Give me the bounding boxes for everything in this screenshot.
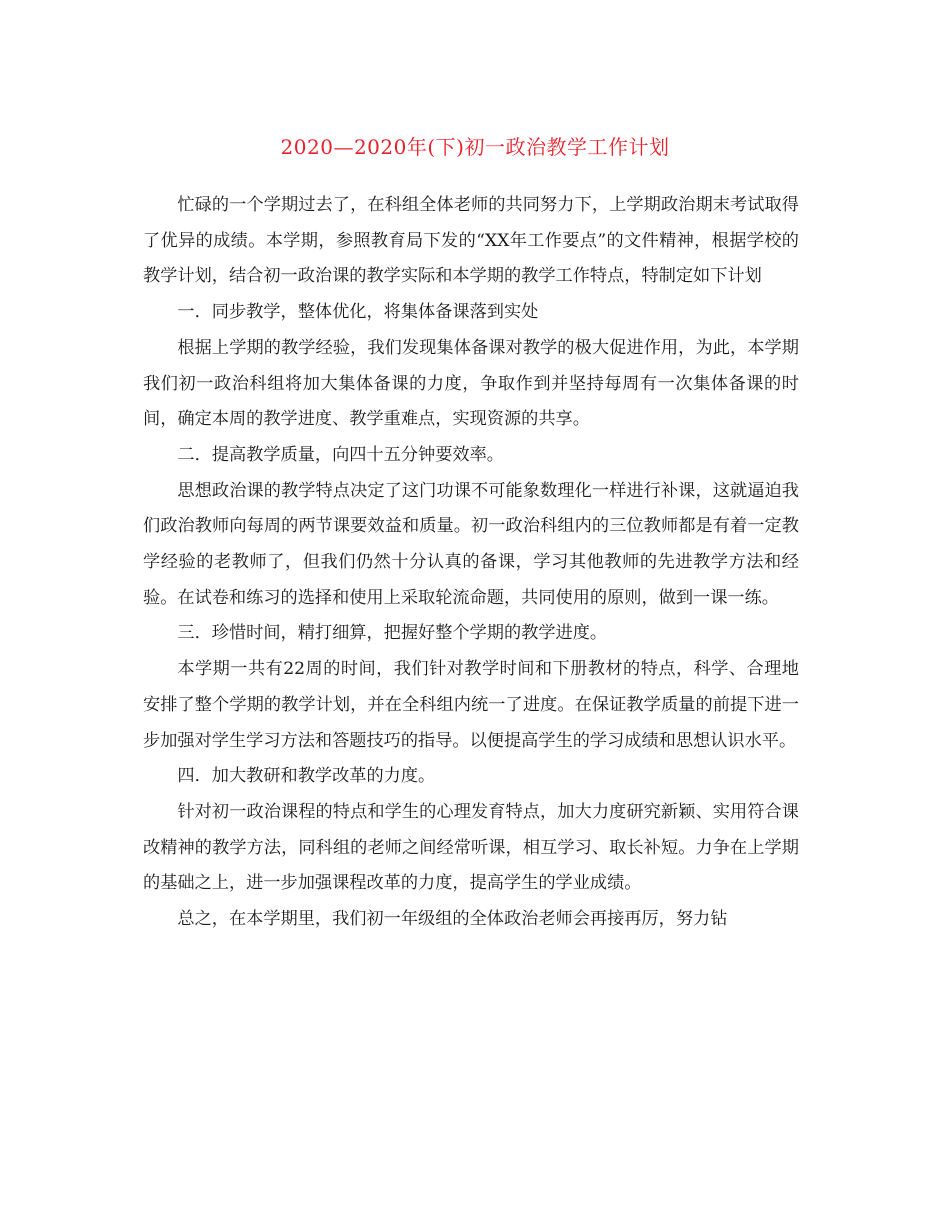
paragraph-conclusion: 总之，在本学期里，我们初一年级组的全体政治老师会再接再厉，努力钻 [177,909,728,930]
heading-section-1: 一．同步教学，整体优化，将集体备课落到实处 [177,302,539,323]
paragraph-section-2: 思想政治课的教学特点决定了这门功课不可能象数理化一样进行补课，这就逼迫我们政治教师向每周的两节课要效益和质量。初一政治科组内的三位教师都是有着一定教学经验的老教师了，但我们仍然十分认真的备课，学习其他教师的先进教学方法和经验。在试卷和练习的选择和使用上采取轮流命题，共同使用的原则，做到一课一练。 [143,480,799,608]
heading-section-2: 二．提高教学质量，向四十五分钟要效率。 [177,444,504,465]
paragraph-section-1: 根据上学期的教学经验，我们发现集体备课对教学的极大促进作用，为此，本学期我们初一政治科组将加大集体备课的力度，争取作到并坚持每周有一次集体备课的时间，确定本周的教学进度、教学重难点，实现资源的共享。 [143,337,799,430]
paragraph-section-4: 针对初一政治课程的特点和学生的心理发育特点，加大力度研究新颖、实用符合课改精神的教学方法，同科组的老师之间经常听课，相互学习、取长补短。力争在上学期的基础之上，进一步加强课程改革的力度，提高学生的学业成绩。 [143,801,799,894]
heading-section-3: 三．珍惜时间，精打细算，把握好整个学期的教学进度。 [177,623,608,644]
document-body [143,188,799,938]
paragraph-intro: 忙碌的一个学期过去了，在科组全体老师的共同努力下，上学期政治期末考试取得了优异的成绩。本学期，参照教育局下发的“XX年工作要点”的文件精神，根据学校的教学计划，结合初一政治课的教学实际和本学期的教学工作特点，特制定如下计划 [143,195,799,287]
heading-section-4: 四．加大教研和教学改革的力度。 [177,766,436,787]
document-title: 2020—2020年(下)初一政治教学工作计划 [280,135,670,159]
paragraph-section-3: 本学期一共有22周的时间，我们针对教学时间和下册教材的特点，科学、合理地安排了整个学期的教学计划，并在全科组内统一了进度。在保证教学质量的前提下进一步加强对学生学习方法和答题技巧的指导。以便提高学生的学习成绩和思想认识水平。 [143,659,799,751]
